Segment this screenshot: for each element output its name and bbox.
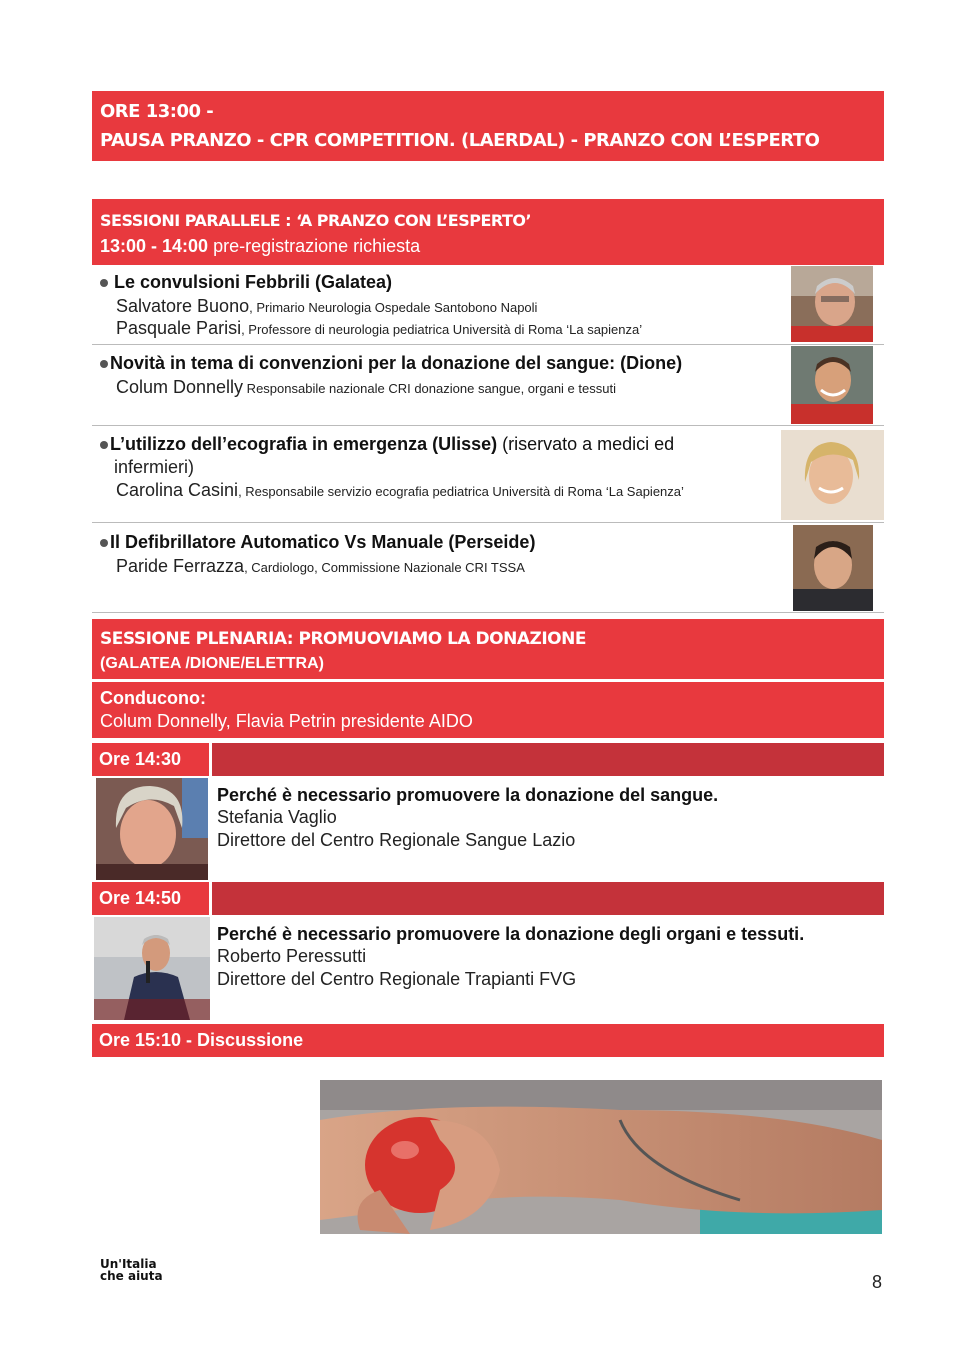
speaker-name: Salvatore Buono [116,296,250,316]
discussion-bar [92,1024,884,1057]
speaker-line [116,296,537,317]
session-item [92,345,884,426]
session-title: L’utilizzo dell’ecografia in emergenza (Ulisse) (riservato a medici ed [100,434,674,455]
bullet-icon [100,539,108,547]
speaker-name: Paride Ferrazza [116,556,245,576]
talk-details [217,785,718,851]
speaker-role: , Primario Neurologia Ospedale Santobono Napoli [249,300,538,315]
page-number: 8 [872,1272,883,1292]
lunch-banner [92,91,884,161]
speaker-name: Carolina Casini [116,480,239,500]
speaker-photo [96,778,208,880]
blood-donation-image [320,1080,882,1234]
conductors-banner [92,682,884,738]
plenary-title: SESSIONE PLENARIA: PROMUOVIAMO LA DONAZIONE [100,629,586,649]
speaker-line [116,318,642,339]
speaker-line [116,480,684,501]
parallel-sessions-banner [92,199,884,265]
talk-title: Perché è necessario promuovere la donazione del sangue. [217,785,719,805]
session-item [92,426,884,523]
speaker-role: Responsabile nazionale CRI donazione sangue, organi e tessuti [243,381,616,396]
bullet-icon [100,441,108,449]
parallel-title: SESSIONI PARALLELE : ‘A PRANZO CON L’ESPERTO’ [100,211,532,230]
speaker-photo [793,525,873,611]
speaker-role: , Professore di neurologia pediatrica Università di Roma ‘La sapienza’ [241,322,643,337]
logo [100,1258,163,1282]
parallel-time: 13:00 - 14:00 [100,236,209,256]
bullet-icon [100,279,108,287]
speaker-photo [791,266,873,342]
talk-details [217,924,804,990]
talk-time: Ore 14:30 [92,743,209,776]
talk-speaker-role: Direttore del Centro Regionale Trapianti FVG [217,969,577,989]
conductors-names: Colum Donnelly, Flavia Petrin presidente AIDO [100,711,473,731]
session-item [92,265,884,345]
time-bar [92,882,884,915]
plenary-rooms: (GALATEA /DIONE/ELETTRA) [100,655,324,672]
session-title: Novità in tema di convenzioni per la donazione del sangue: (Dione) [100,353,682,374]
logo-line2: che aiuta [100,1269,163,1283]
plenary-banner [92,619,884,679]
talk-speaker: Roberto Peressutti [217,946,367,966]
session-title: Le convulsioni Febbrili (Galatea) [100,272,392,293]
speaker-photo [94,917,210,1020]
speaker-line [116,556,525,577]
speaker-line [116,377,616,398]
lunch-time: ORE 13:00 - [100,101,214,122]
speaker-photo [791,346,873,424]
session-item [92,523,884,613]
talk-speaker: Stefania Vaglio [217,807,337,827]
session-title-continued: infermieri) [114,457,195,477]
speaker-name: Pasquale Parisi [116,318,242,338]
speaker-photo [781,430,884,520]
logo-line1: Un'Italia [100,1257,157,1271]
discussion-label: Ore 15:10 - Discussione [99,1030,304,1050]
conductors-label: Conducono: [100,688,206,708]
talk-title: Perché è necessario promuovere la donazione degli organi e tessuti. [217,924,805,944]
session-title: Il Defibrillatore Automatico Vs Manuale (Perseide) [100,532,535,553]
speaker-role: , Cardiologo, Commissione Nazionale CRI TSSA [244,560,525,575]
speaker-role: , Responsabile servizio ecografia pediatrica Università di Roma ‘La Sapienza’ [238,484,684,499]
speaker-name: Colum Donnelly [116,377,244,397]
talk-speaker-role: Direttore del Centro Regionale Sangue Lazio [217,830,576,850]
time-bar [92,743,884,776]
parallel-note: pre-registrazione richiesta [208,236,421,256]
talk-time: Ore 14:50 [92,882,209,915]
parallel-time-line [100,236,420,257]
lunch-title: PAUSA PRANZO - CPR COMPETITION. (LAERDAL) - PRANZO CON L’ESPERTO [100,130,820,151]
bullet-icon [100,360,108,368]
